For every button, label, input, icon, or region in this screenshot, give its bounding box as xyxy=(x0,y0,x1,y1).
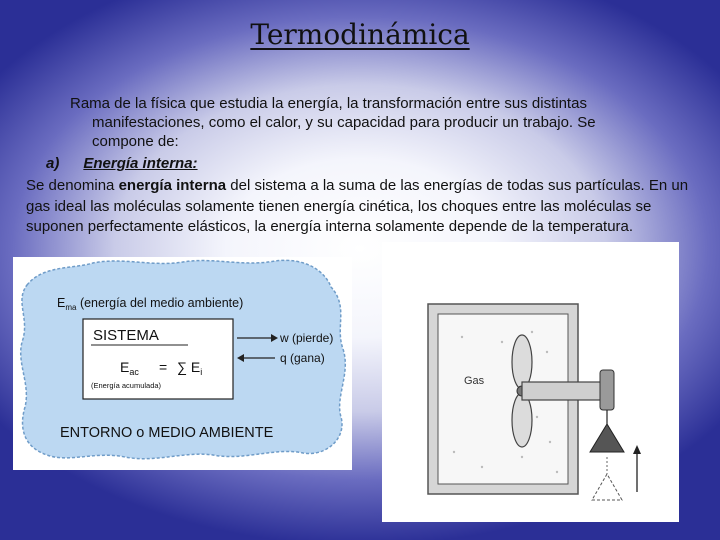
section-heading xyxy=(46,155,198,172)
shaft xyxy=(522,382,602,400)
paragraph-rest: del sistema a la suma de las energías de todas sus partículas. En un gas ideal las moléculas solamente tienen energía cinética, los choques entre las moléculas se suponen perfectamente elásticos, la energía interna solamente depende de la temperatura. xyxy=(26,177,689,235)
eac-label: $E_{ac}$ xyxy=(120,359,139,377)
ema-label: $E_{ma}$ (energía del medio ambiente) xyxy=(57,296,244,312)
section-title: Energía interna: xyxy=(83,155,198,172)
intro-line-1: Rama de la física que estudia la energía, la transformación entre sus distintas xyxy=(70,95,587,112)
displacement-arrowhead xyxy=(633,445,641,454)
w-label: w (pierde) xyxy=(280,331,334,345)
sum-label: ∑ $E_i$ xyxy=(177,359,203,377)
environment-label: ENTORNO o MEDIO AMBIENTE xyxy=(60,425,274,441)
slide-title: Termodinámica xyxy=(250,18,470,51)
accumulated-energy-label: (Energía acumulada) xyxy=(91,381,162,390)
intro-line-2: manifestaciones, como el calor, y su capacidad para producir un trabajo. Se xyxy=(92,114,596,131)
paragraph-start: Se denomina xyxy=(26,177,119,194)
paddle-wheel-svg xyxy=(382,242,679,522)
paddle-wheel-diagram xyxy=(382,242,679,522)
body-paragraph xyxy=(26,176,696,238)
gas-label: Gas xyxy=(464,375,485,387)
intro-text xyxy=(70,94,690,151)
weight xyxy=(590,424,624,452)
system-label: SISTEMA xyxy=(93,327,159,344)
pulley xyxy=(600,370,614,410)
system-diagram xyxy=(13,257,352,470)
q-label: q (gana) xyxy=(280,351,325,365)
paddle-blade-top xyxy=(512,335,532,389)
equals-sign: = xyxy=(159,359,168,375)
paddle-blade-bottom xyxy=(512,393,532,447)
paragraph-term: energía interna xyxy=(118,177,227,194)
system-diagram-svg xyxy=(13,257,352,470)
weight-initial xyxy=(592,474,622,500)
intro-line-3: compone de: xyxy=(92,133,179,150)
section-marker: a) xyxy=(46,155,60,172)
